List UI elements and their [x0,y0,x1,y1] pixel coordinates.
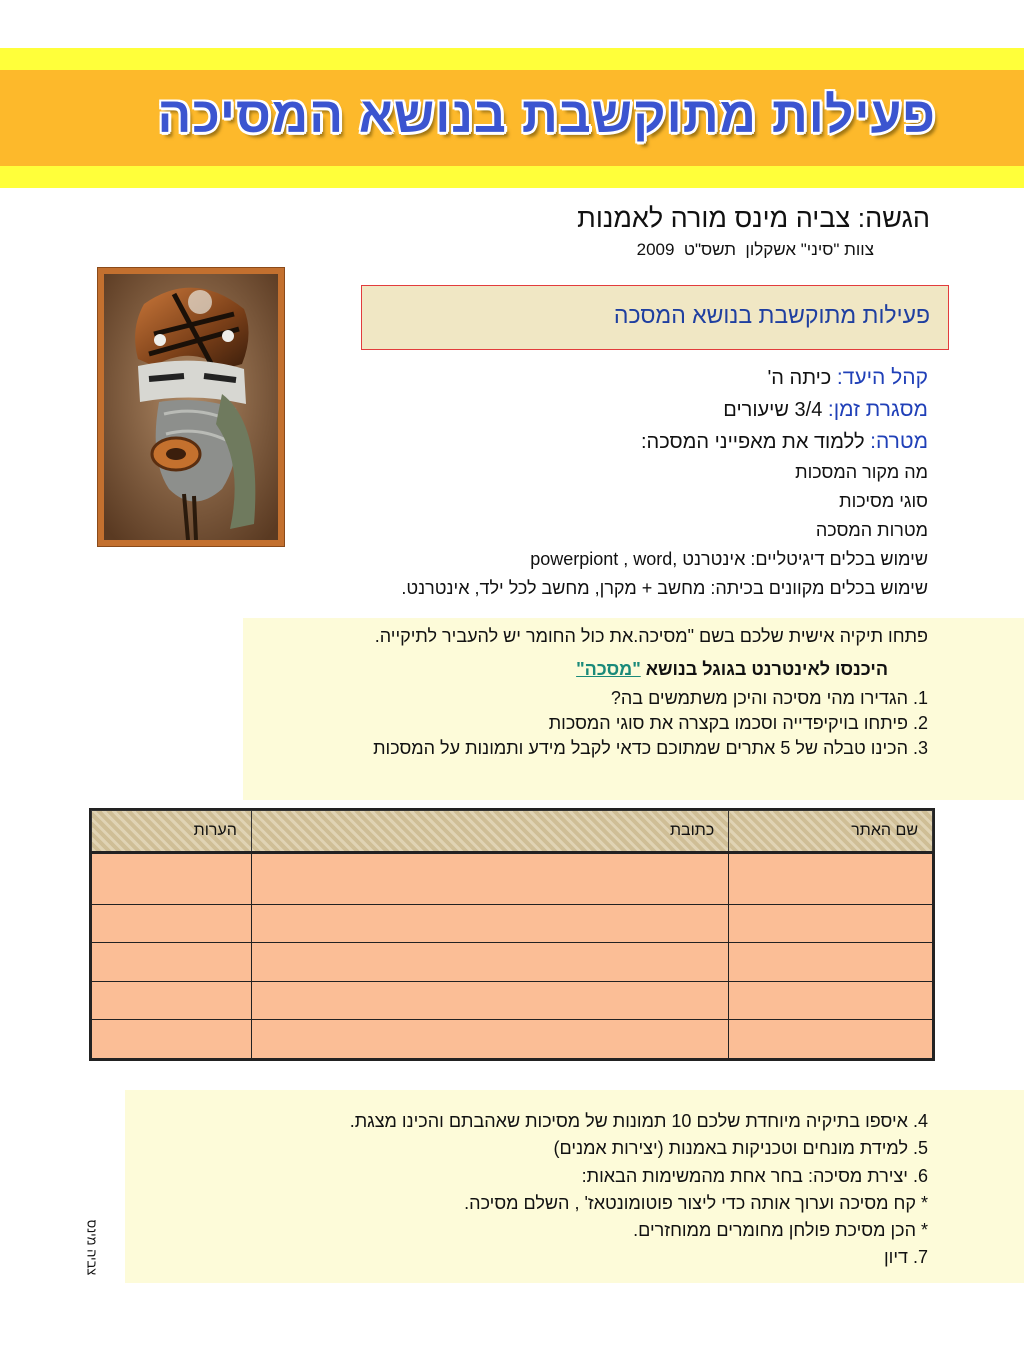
task-step: 1. הגדירו מהי מסיכה והיכן משתמשים בה? [610,688,928,708]
table-row [92,1020,933,1059]
table-cell[interactable] [92,981,252,1020]
page-title: פעילות מתוקשבת בנושא המסיכה [157,87,936,143]
table-row [92,853,933,905]
table-row [92,981,933,1020]
time-label: מסגרת זמן: [827,398,928,421]
table-cell[interactable] [729,943,933,982]
table-cell[interactable] [729,853,933,905]
table-cell[interactable] [92,853,252,905]
task-step: 5. למידת מונחים וטכניקות באמנות (יצירות אמנים) [553,1138,928,1159]
tools-digital: שימוש בכלים דיגיטליים: אינטרנט ,powerpiont , word [530,549,928,569]
task-option: * קח מסיכה וערוך אותה כדי ליצור פוטומונטאז' , השלם מסיכה. [464,1192,928,1213]
time-row [228,394,928,426]
team-line: צוות "סיני" אשקלון תשס"ט 2009 [636,240,874,259]
table-cell[interactable] [251,904,728,943]
table-header-row [92,811,933,853]
goal-item: מה מקור המסכות [795,462,928,482]
table-row [92,904,933,943]
sites-table [89,808,935,1061]
google-link[interactable]: "מסכה" [576,659,641,679]
table-cell[interactable] [251,943,728,982]
table-cell[interactable] [92,904,252,943]
audience-row [228,362,928,394]
goal-row [228,426,928,458]
task-step: 3. הכינו טבלה של 5 אתרים שמתוכם כדאי לקבל מידע ותמונות על המסכות [373,738,928,758]
table-cell[interactable] [729,981,933,1020]
task-option: * הכן מסיכת פולחן מחומרים ממוחזרים. [633,1220,928,1241]
presenter-line: הגשה: צביה מינס מורה לאמנות [577,203,930,233]
time-value: 3/4 שיעורים [723,399,828,421]
table-row [92,943,933,982]
author-name: צביה מינס [84,1219,100,1276]
table-cell[interactable] [729,1020,933,1059]
goal-item: סוגי מסיכות [839,491,928,511]
table-cell[interactable] [251,853,728,905]
google-prefix: היכנסו לאינטרנט בגוגל בנושא [640,659,888,679]
task-step: 4. איספו בתיקיה מיוחדת שלכם 10 תמונות של מסיכות שאהבתם והכינו מצגת. [349,1111,928,1131]
header-address: כתובת [251,811,728,853]
author-vertical [82,1210,102,1290]
tasks-panel-2 [125,1090,1024,1283]
table-cell[interactable] [92,943,252,982]
tasks-panel-1 [243,618,1024,800]
audience-label: קהל היעד: [836,366,928,389]
folder-instruction: פתחו תיקיה אישית שלכם בשם "מסיכה.את כול החומר יש להעביר לתיקייה. [374,626,928,646]
subtitle-text: פעילות מתוקשבת בנושא המסכה [613,302,930,328]
goal-label: מטרה: [870,430,928,453]
table-cell[interactable] [729,904,933,943]
google-instruction [228,657,928,682]
task-step: 7. דיון [883,1247,928,1268]
lesson-info [228,362,928,603]
table-cell[interactable] [251,981,728,1020]
table-cell[interactable] [251,1020,728,1059]
goal-item: מטרות המסכה [815,520,928,540]
tools-online: שימוש בכלים מקוונים בכיתה: מחשב + מקרן, מחשב לכל ילד, אינטרנט. [401,578,928,598]
task-step: 2. פיתחו בויקיפדייה וסכמו בקצרה את סוגי המסכות [548,713,928,733]
table-cell[interactable] [92,1020,252,1059]
header-notes: הערות [92,811,252,853]
header-site-name: שם האתר [729,811,933,853]
subtitle-box [361,285,949,350]
goal-value: ללמוד את מאפייני המסכה: [640,431,871,453]
task-step: 6. יצירת מסיכה: בחר אחת מהמשימות הבאות: [581,1165,928,1186]
audience-value: כיתה ה' [767,367,837,389]
